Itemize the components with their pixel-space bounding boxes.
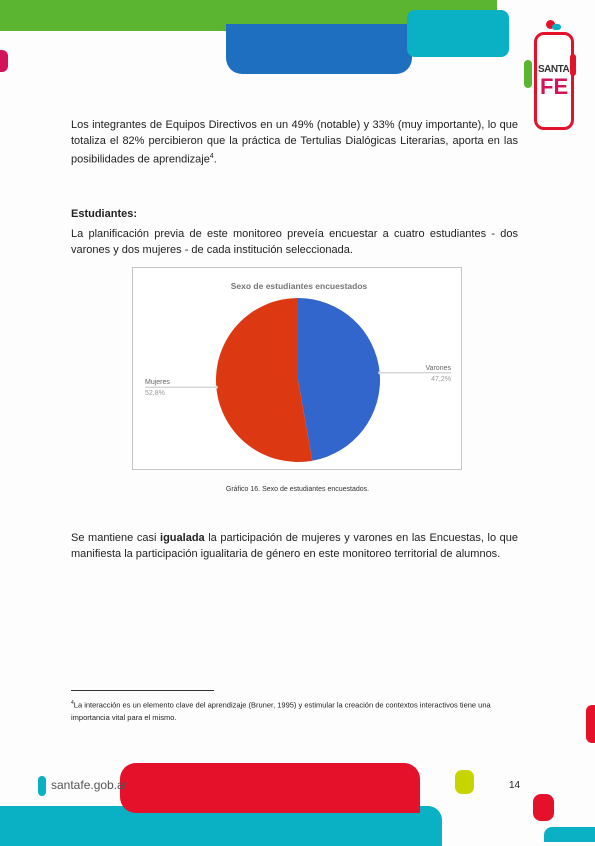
page-number: 14	[509, 780, 521, 791]
footnote-ref: 4	[209, 153, 214, 160]
paragraph-igualada: Se mantiene casi igualada la participación de mujeres y varones en las Encuestas, lo que manifiesta la participación igualitaria de género en este monitoreo territorial de alumnos.	[71, 532, 519, 560]
pie-slice-mujeres	[216, 298, 312, 462]
footnote-number: 4	[71, 700, 74, 706]
footer-red-dot	[533, 794, 554, 821]
right-red-tab	[586, 705, 595, 743]
logo-santa-text: SANTA	[538, 64, 570, 75]
pie-chart	[133, 268, 461, 469]
footer-url[interactable]: santafe.gob.ar	[51, 778, 128, 792]
bold-word: igualada	[160, 532, 205, 544]
header-blue-bar	[226, 24, 412, 74]
footer-red-bar	[120, 763, 420, 813]
slice-value-varones: 47,2%	[431, 375, 451, 383]
leader-dot-mujeres	[215, 386, 218, 389]
heading-estudiantes: Estudiantes:	[71, 208, 138, 220]
chart-title: Sexo de estudiantes encuestados	[230, 281, 368, 291]
chart-container	[132, 267, 462, 470]
slice-label-mujeres: Mujeres	[145, 379, 170, 387]
logo-fe-text: FE	[540, 74, 569, 99]
santa-fe-logo	[528, 18, 580, 126]
paragraph-directivos: Los integrantes de Equipos Directivos en un 49% (notable) y 33% (muy importante), lo que totaliza el 82% percibieron que la práctica de Tertulias Dialógicas Literarias, aporta en las posibilidades de aprendizaje$^4$.	[71, 119, 518, 166]
left-magenta-tab	[0, 50, 8, 72]
paragraph-planificacion: La planificación previa de este monitoreo preveía encuestar a cuatro estudiantes - dos varones y dos mujeres - de cada institución seleccionada.	[71, 228, 518, 256]
chart-caption: Gráfico 16. Sexo de estudiantes encuestados.	[225, 486, 370, 493]
pie-slice-varones	[298, 298, 380, 461]
slice-label-varones: Varones	[425, 364, 451, 372]
footer-url-icon	[38, 776, 46, 796]
slice-value-mujeres: 52,8%	[145, 390, 165, 398]
header-teal-bar	[407, 10, 509, 57]
footer-lime-dot	[455, 770, 474, 794]
footnote-divider	[71, 690, 214, 691]
leader-dot-varones	[378, 371, 381, 374]
footer-teal-corner	[544, 827, 595, 842]
footnote: $^4$La interacción es un elemento clave del aprendizaje (Bruner, 1995) y estimular la creación de contextos interactivos tiene una importancia vital para el mismo.	[71, 700, 491, 722]
